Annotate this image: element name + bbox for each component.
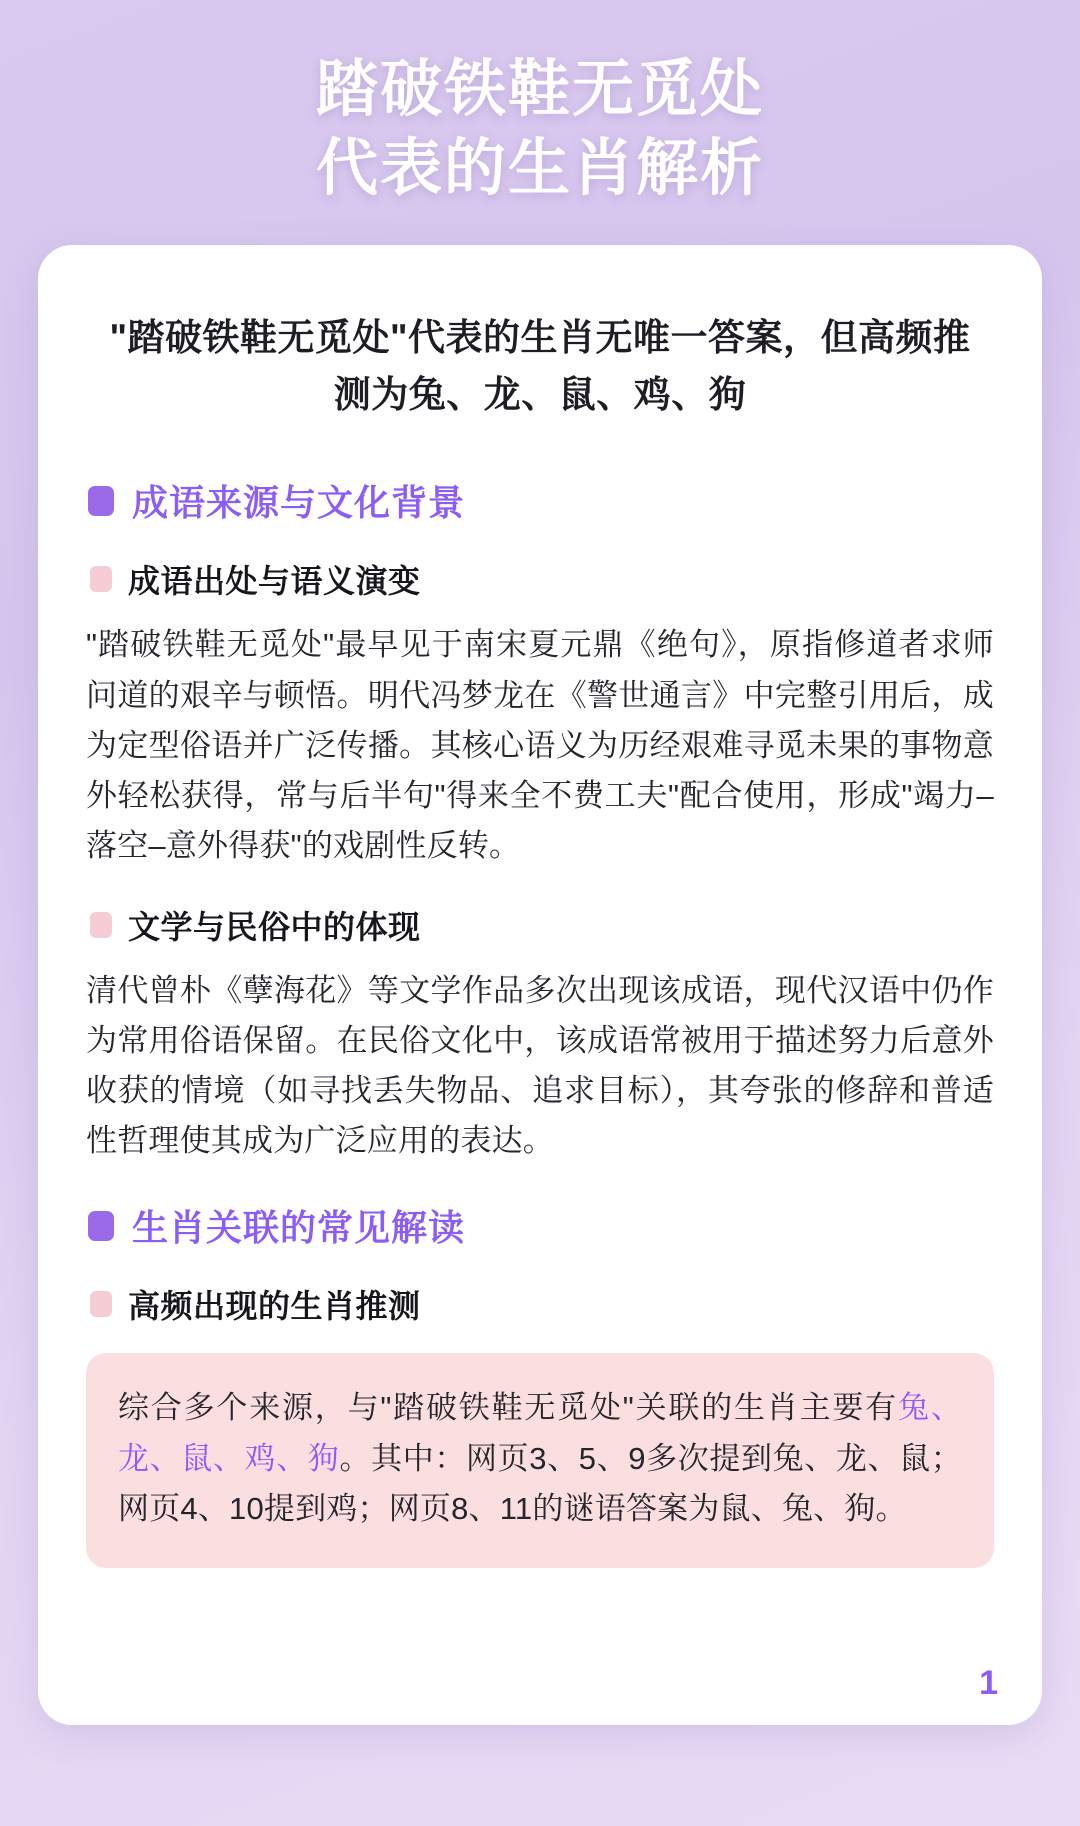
- lead-statement: "踏破铁鞋无觅处"代表的生肖无唯一答案，但高频推测为兔、龙、鼠、鸡、狗: [109, 316, 971, 416]
- callout-box: [86, 1353, 994, 1568]
- callout-text-part-1: 综合多个来源，与"踏破铁鞋无觅处"关联的生肖主要有: [118, 1390, 898, 1426]
- section-heading-1: [88, 475, 996, 526]
- subsection-heading-1-1-label: 成语出处与语义演变: [128, 563, 421, 600]
- paragraph-1-2: 清代曾朴《孽海花》等文学作品多次出现该成语，现代汉语中仍作为常用俗语保留。在民俗文化中，该成语常被用于描述努力后意外收获的情境（如寻找丢失物品、追求目标），其夸张的修辞和普适性哲理使其成为广泛应用的表达。: [86, 972, 994, 1159]
- content-card: [38, 245, 1042, 1725]
- callout-zodiac-list: 兔、龙、鼠、鸡、狗: [118, 1390, 962, 1476]
- subsection-marker-icon: [90, 1291, 112, 1317]
- section-heading-1-label: 成语来源与文化背景: [132, 482, 466, 524]
- section-marker-icon: [88, 1211, 114, 1241]
- section-heading-2-label: 生肖关联的常见解读: [132, 1207, 466, 1249]
- callout-text: [118, 1383, 962, 1534]
- hero-title-line-2: 代表的生肖解析: [315, 134, 764, 204]
- paragraph-1-1: "踏破铁鞋无觅处"最早见于南宋夏元鼎《绝句》，原指修道者求师问道的艰辛与顿悟。明代冯梦龙在《警世通言》中完整引用后，成为定型俗语并广泛传播。其核心语义为历经艰难寻觅未果的事物意外轻松获得，常与后半句"得来全不费工夫"配合使用，形成"竭力–落空–意外得获"的戏剧性反转。: [86, 627, 994, 864]
- section-marker-icon: [88, 486, 114, 516]
- callout-text-part-2: 。其中：网页3、5、9多次提到兔、龙、鼠；网页4、10提到鸡；网页8、11的谜语答案为鼠、兔、狗。: [118, 1440, 963, 1526]
- hero-title: [38, 50, 1042, 209]
- section-heading-2: [88, 1200, 996, 1251]
- subsection-heading-1-2-label: 文学与民俗中的体现: [128, 908, 421, 945]
- subsection-heading-2-1: [90, 1281, 996, 1327]
- page-number: 1: [979, 1663, 998, 1702]
- subsection-heading-1-2: [90, 902, 996, 948]
- hero-title-line-1: 踏破铁鞋无觅处: [315, 55, 764, 124]
- subsection-marker-icon: [90, 912, 112, 938]
- subsection-heading-1-1: [90, 556, 996, 602]
- subsection-heading-2-1-label: 高频出现的生肖推测: [128, 1288, 421, 1325]
- subsection-marker-icon: [90, 566, 112, 592]
